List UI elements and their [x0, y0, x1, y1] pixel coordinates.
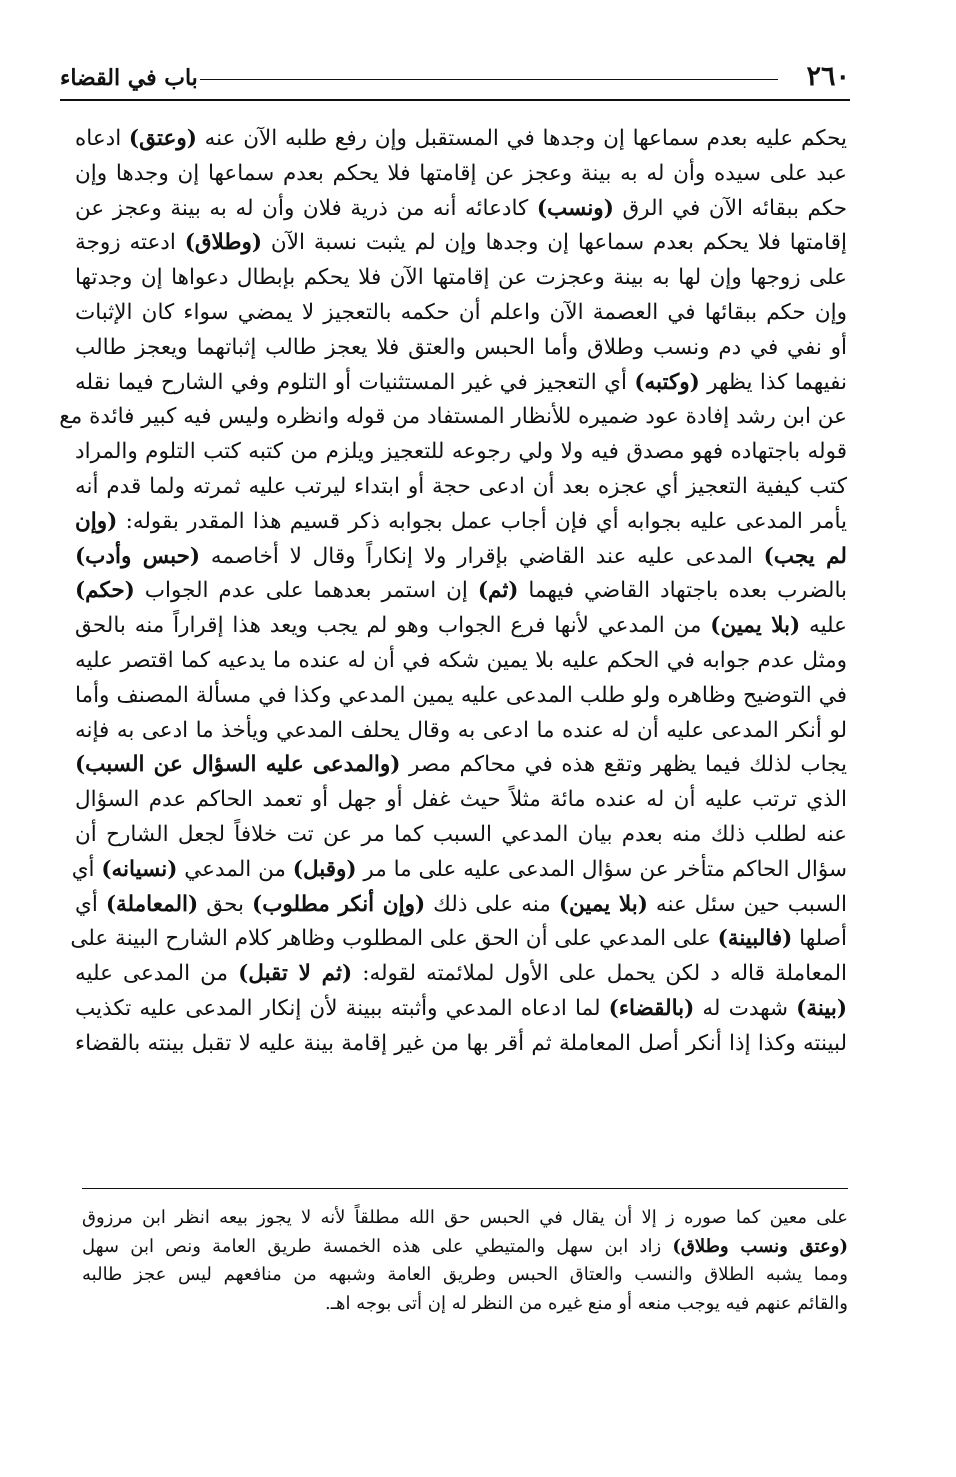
text-run: عليه	[800, 613, 847, 639]
text-run: أو نفي في دم ونسب وطلاق وأما الحبس والعتق فلا يعجز طالب إثباتهما ويعجز طالب	[75, 334, 847, 360]
text-run: كادعائه أنه من ذرية فلان وأن له به بينة وعجز عن	[75, 195, 537, 221]
bold-term: (بلا يمين)	[558, 891, 648, 917]
text-line	[75, 644, 847, 679]
text-line	[75, 540, 847, 575]
text-run: شهدت له	[694, 995, 797, 1021]
footnote-line	[82, 1290, 848, 1319]
text-line	[75, 714, 847, 749]
bold-term: (فالبينة)	[717, 926, 793, 952]
bold-term: (بالقضاء)	[608, 995, 695, 1021]
bold-term: (وإن أنكر مطلوب)	[252, 891, 426, 917]
text-line	[75, 435, 847, 470]
text-run: يجاب لذلك فيما يظهر وتقع هذه في محاكم مصر	[400, 752, 847, 778]
footnote-line	[82, 1233, 848, 1262]
text-line	[75, 226, 847, 261]
bold-term: (ثم لا تقبل)	[238, 961, 353, 987]
text-run: من المدعي لأنها فرع الجواب وهو لم يجب ويعد هذا إقراراً منه بالحق	[75, 613, 711, 639]
text-run: على المدعي على أن الحق على المطلوب وظاهر كلام الشارح البينة على	[70, 926, 718, 952]
footnotes	[82, 1204, 848, 1318]
text-run: لو أنكر المدعى عليه أن له عنده ما ادعى به وقال يحلف المدعي ويأخذ ما ادعى به فإنه	[75, 717, 847, 743]
text-line	[75, 192, 847, 227]
text-run: زاد ابن سهل والمتيطي على هذه الخمسة طريق العامة ونص ابن سهل	[82, 1235, 673, 1257]
text-line	[75, 296, 847, 331]
text-run: قوله باجتهاده فهو مصدق فيه ولا ولي رجوعه للتعجيز ويلزم من كتبه كتب التلوم والمراد	[75, 439, 847, 465]
text-run: إن استمر بعدهما على عدم الجواب	[134, 578, 478, 604]
text-run: بالضرب بعده باجتهاد القاضي فيهما	[518, 578, 847, 604]
text-line	[59, 400, 847, 435]
text-run: أي	[71, 856, 102, 882]
main-text-body	[59, 122, 848, 1062]
bold-term: (نسيانه)	[101, 856, 178, 882]
header-rule	[60, 99, 850, 101]
text-run: من المدعي	[177, 856, 293, 882]
text-line	[75, 470, 847, 505]
text-run: عبد على سيده وأن له به بينة وعجز عن إقامتها فلا يحكم بعدم سماعها إن وجدها وإن	[75, 160, 847, 186]
bold-term: (ثم)	[477, 578, 519, 604]
bold-term: (وكتبه)	[634, 369, 700, 395]
bold-term: (بينة)	[796, 995, 848, 1021]
text-line	[71, 853, 847, 888]
text-line	[75, 1027, 847, 1062]
text-line	[70, 922, 847, 957]
bold-term: (وعتق ونسب وطلاق)	[672, 1235, 848, 1257]
page-header	[60, 62, 850, 96]
text-run: نفيهما كذا يظهر	[699, 369, 847, 395]
text-line	[75, 331, 847, 366]
bold-term: (وطلاق)	[184, 230, 263, 256]
text-line	[75, 505, 847, 540]
text-run: في التوضيح وظاهره ولو طلب المدعى عليه يمين المدعي وكذا في مسألة المصنف وأما	[75, 682, 847, 708]
text-line	[75, 609, 847, 644]
text-run: من المدعى عليه	[75, 961, 239, 987]
text-line	[75, 261, 847, 296]
bold-term: (المعاملة)	[105, 891, 199, 917]
footnote-line	[82, 1204, 848, 1233]
text-run: الذي ترتب عليه أن له عنده مائة مثلاً حيث غفل أو جهل أو تعمد الحاكم عدم السؤال	[75, 787, 847, 813]
text-line	[75, 748, 847, 783]
bold-term: (وقبل)	[292, 856, 357, 882]
footnote-line	[82, 1261, 848, 1290]
text-run: ومما يشبه الطلاق والنسب والعتاق الحبس وطريق العامة وشبهه من منافعهم ليس عجز طالبه	[82, 1264, 848, 1285]
text-run: يحكم عليه بعدم سماعها إن وجدها في المستقبل وإن رفع طلبه الآن عنه	[196, 126, 847, 151]
text-line	[75, 992, 847, 1027]
bold-term: (حبس وأدب)	[75, 543, 201, 569]
text-run: ادعاه	[75, 126, 129, 151]
text-run: على معين كما صوره ز إلا أن يقال في الحبس حق الله مطلقاً لأنه لا يجوز بيعه انظر ابن مرزوق	[82, 1207, 848, 1228]
bold-term: لم يجب)	[763, 543, 847, 569]
text-run: كتب كيفية التعجيز أي عجزه بعد أن ادعى حجة أو ابتداء ليرتب عليه ثمرته ولما قدم أنه	[75, 473, 847, 499]
text-run: أي التعجيز في غير المستثنيات أو التلوم وفي الشارح فيما نقله	[75, 369, 635, 395]
text-run: بحق	[198, 891, 253, 917]
chapter-title: باب في القضاء	[60, 65, 198, 91]
text-run: يأمر المدعى عليه بجوابه أي فإن أجاب عمل بجوابه ذكر قسيم هذا المقدر بقوله:	[117, 508, 847, 534]
text-line	[75, 366, 847, 401]
bold-term: (بلا يمين)	[710, 613, 801, 639]
text-line	[75, 122, 847, 157]
text-run: المعاملة قاله د لكن يحمل على الأول لملائمته لقوله:	[352, 961, 848, 987]
text-run: ومثل عدم جوابه في الحكم عليه بلا يمين شكه في أن له عنده ما يدعيه كما اقتصر عليه	[75, 647, 847, 673]
text-line	[75, 957, 847, 992]
page-number: ٢٦٠	[806, 61, 850, 92]
text-run: منه على ذلك	[425, 891, 559, 917]
text-run: المدعى عليه عند القاضي بإقرار ولا إنكاراً وقال لا أخاصمه	[200, 543, 764, 569]
bold-term: (حكم)	[75, 578, 135, 604]
text-run: حكم ببقائه الآن في الرق	[613, 195, 848, 221]
text-line	[75, 157, 847, 192]
bold-term: (والمدعى عليه السؤال عن السبب)	[75, 752, 401, 778]
bold-term: (وعتق)	[128, 126, 197, 151]
text-line	[75, 818, 847, 853]
text-run: سؤال الحاكم متأخر عن سؤال المدعى عليه على ما مر	[356, 856, 847, 882]
text-run: وإن حكم ببقائها في العصمة الآن واعلم أن حكمه بالتعجيز لا يمضي سواء كان الإثبات	[75, 299, 847, 325]
bold-term: (وإن	[75, 508, 118, 534]
text-run: أصلها	[792, 926, 847, 952]
text-line	[75, 679, 847, 714]
text-run: على زوجها وإن لها به بينة وعجزت عن إقامتها الآن فلا يحكم بإبطال دعواها إن وجدتها	[75, 265, 847, 291]
footnote-separator	[82, 1188, 848, 1189]
text-run: لما ادعاه المدعي وأثبته ببينة لأن إنكار المدعى عليه تكذيب	[75, 995, 609, 1021]
text-run: عنه لطلب ذلك منه بعدم بيان المدعي السبب كما مر عن تت خلافاً لجعل الشارح أن	[75, 821, 847, 847]
text-run: السبب حين سئل عنه	[647, 891, 848, 917]
text-run: أي	[75, 891, 106, 917]
header-dash-line	[200, 79, 778, 80]
text-run: والقائم عنهم فيه يوجب منعه أو منع غيره من النظر له إن أتى بوجه اهـ.	[325, 1292, 848, 1314]
text-run: لبينته وكذا إذا أنكر أصل المعاملة ثم أقر بها من غير إقامة بينة عليه لا تقبل بينته بالقضاء	[75, 1030, 847, 1056]
text-run: عن ابن رشد إفادة عود ضميره للأنظار المستفاد من قوله وانظره وليس فيه كبير فائدة مع	[59, 404, 847, 430]
text-line	[75, 574, 847, 609]
text-run: إقامتها فلا يحكم بعدم سماعها إن وجدها وإن لم يثبت نسبة الآن	[262, 230, 847, 256]
text-line	[75, 783, 847, 818]
text-run: ادعته زوجة	[75, 230, 185, 256]
bold-term: (ونسب)	[536, 195, 614, 221]
text-line	[75, 888, 847, 923]
